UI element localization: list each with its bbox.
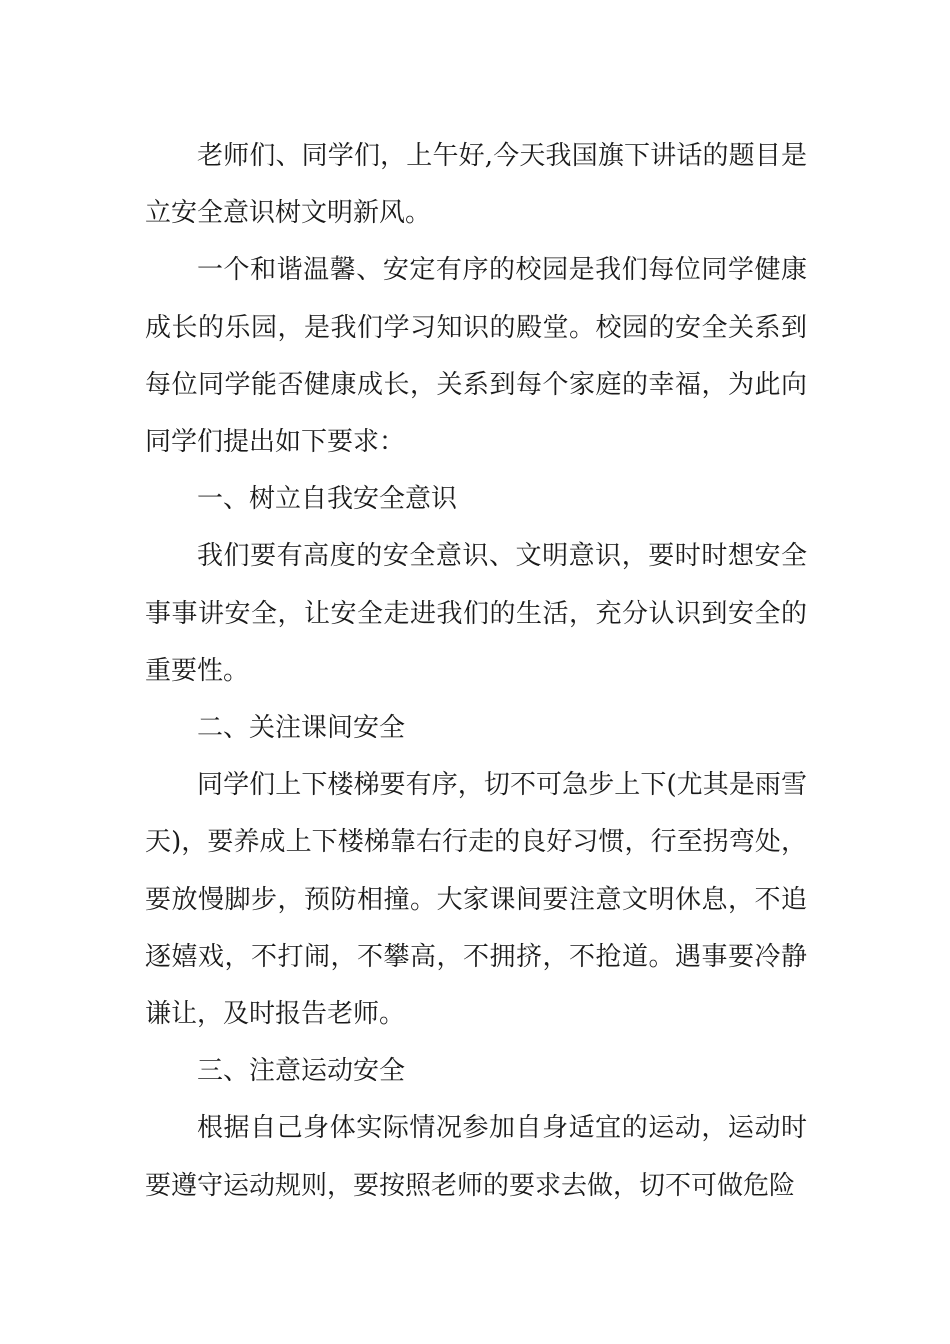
- paragraph-section-2: 同学们上下楼梯要有序，切不可急步上下(尤其是雨雪天)，要养成上下楼梯靠右行走的良好习惯，行至拐弯处，要放慢脚步，预防相撞。大家课间要注意文明休息，不追逐嬉戏，不打闹，不攀高，不拥挤，不抢道。遇事要冷静谦让，及时报告老师。: [145, 770, 807, 1030]
- paragraph-intro: 一个和谐温馨、安定有序的校园是我们每位同学健康成长的乐园，是我们学习知识的殿堂。校园的安全关系到每位同学能否健康成长，关系到每个家庭的幸福，为此向同学们提出如下要求：: [145, 255, 807, 458]
- paragraph-greeting: 老师们、同学们，上午好,今天我国旗下讲话的题目是立安全意识树文明新风。: [145, 141, 807, 229]
- section-heading-3: 三、注意运动安全: [197, 1056, 406, 1087]
- section-heading-2: 二、关注课间安全: [197, 713, 406, 744]
- document-body: [145, 128, 807, 1215]
- paragraph-section-1: 我们要有高度的安全意识、文明意识，要时时想安全事事讲安全，让安全走进我们的生活，充分认识到安全的重要性。: [145, 541, 807, 686]
- paragraph-section-3: 根据自己身体实际情况参加自身适宜的运动，运动时要遵守运动规则，要按照老师的要求去做，切不可做危险: [145, 1113, 807, 1201]
- section-heading-1: 一、树立自我安全意识: [197, 484, 458, 515]
